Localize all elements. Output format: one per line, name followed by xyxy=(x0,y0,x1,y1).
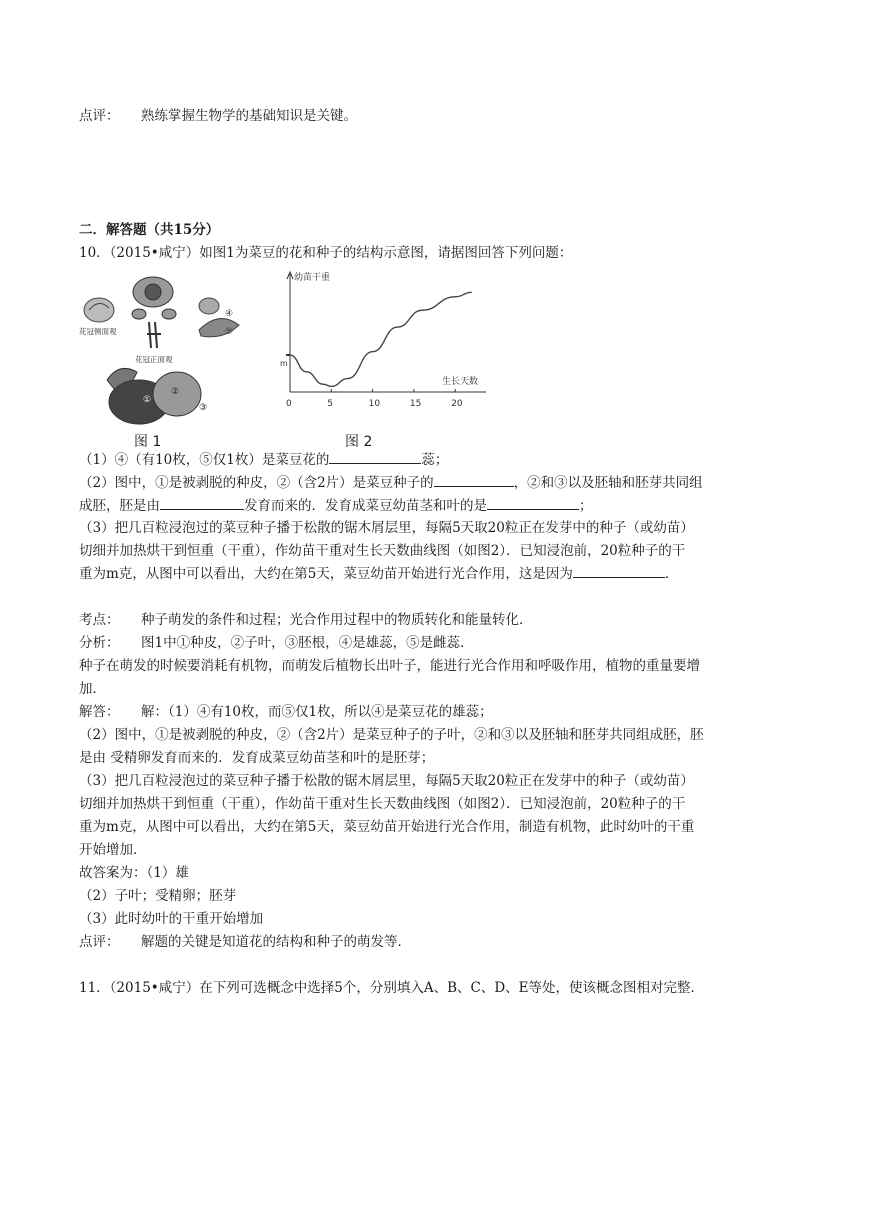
comment-text-2: 解题的关键是知道花的结构和种子的萌发等． xyxy=(141,934,411,950)
q10-p1-text: （1）④（有10枚，⑤仅1枚）是菜豆花的 xyxy=(79,452,330,468)
answer-blank-2[interactable] xyxy=(434,472,514,487)
jieda-text-1: 解：（1）④有10枚，而⑤仅1枚，所以④是菜豆花的雄蕊； xyxy=(141,704,493,720)
fig2-xlabel: 生长天数 xyxy=(442,377,479,387)
q10-part2-line1 xyxy=(79,471,703,495)
fig2-x-tick-label: 15 xyxy=(409,399,422,409)
fig1-label-5: ⑤ xyxy=(225,327,234,337)
fig2-curve xyxy=(290,292,472,386)
kaodian-line xyxy=(79,608,533,632)
fig1-label-3: ③ xyxy=(199,403,208,413)
fig1-label-1: ① xyxy=(143,395,152,405)
jieda-line2: （2）图中，①是被剥脱的种皮，②（含2片）是菜豆种子的子叶，②和③以及胚轴和胚芽共同组成胚，胚 xyxy=(79,727,704,743)
fig1-caption: 图 1 xyxy=(134,434,162,450)
q10-p2c: 成胚，胚是由 xyxy=(79,498,160,514)
fig1-label-front: 花冠正面观 xyxy=(135,355,173,364)
fig2-caption: 图 2 xyxy=(345,434,373,450)
fig2-x-tick-label: 10 xyxy=(368,399,381,409)
answer-blank-5[interactable] xyxy=(573,563,665,578)
q11-stem: 11．（2015•咸宁）在下列可选概念中选择5个，分别填入A、B、C、D、E等处，使该概念图相对完整． xyxy=(79,980,705,996)
answer-head: 故答案为：（1）雄 xyxy=(79,865,189,881)
q10-p1-tail: 蕊； xyxy=(421,452,449,468)
fenxi-line xyxy=(79,631,474,655)
answer-blank-1[interactable] xyxy=(329,449,421,464)
q10-part3-line1: （3）把几百粒浸泡过的菜豆种子播于松散的锯木屑层里，每隔5天取20粒正在发芽中的种子（或幼苗） xyxy=(79,520,694,536)
fig2-x-tick-label: 5 xyxy=(327,399,334,409)
comment-text: 熟练掌握生物学的基础知识是关键。 xyxy=(141,108,357,124)
answer-blank-3[interactable] xyxy=(160,495,244,510)
jieda-line3: 是由 受精卵发育而来的．发育成菜豆幼苗茎和叶的是胚芽； xyxy=(79,750,435,766)
q10-p3c: 重为m克，从图中可以看出，大约在第5天，菜豆幼苗开始进行光合作用，这是因为 xyxy=(79,566,573,582)
fenxi-line3: 加． xyxy=(79,681,106,697)
fig1-label-4: ④ xyxy=(225,309,234,319)
section-title: 二．解答题（共15分） xyxy=(79,222,220,238)
kaodian-tag: 考点： xyxy=(79,612,120,628)
comment-top xyxy=(79,104,357,128)
kaodian-text: 种子萌发的条件和过程；光合作用过程中的物质转化和能量转化． xyxy=(141,612,533,628)
jieda-line1 xyxy=(79,700,493,724)
q10-p2-text: （2）图中，①是被剥脱的种皮，②（含2片）是菜豆种子的 xyxy=(79,475,434,491)
fig2-ylabel: 幼苗干重 xyxy=(294,273,331,283)
q10-stem: 10．（2015•咸宁）如图1为菜豆的花和种子的结构示意图，请据图回答下列问题： xyxy=(79,245,573,261)
q10-part1 xyxy=(79,448,448,472)
jieda-line4: （3）把几百粒浸泡过的菜豆种子播于松散的锯木屑层里，每隔5天取20粒正在发芽中的种子（或幼苗） xyxy=(79,773,694,789)
jieda-line7: 开始增加． xyxy=(79,842,147,858)
fig2-x-tick-label: 20 xyxy=(451,399,463,409)
figure-2-chart xyxy=(276,270,506,430)
fenxi-line2: 种子在萌发的时候要消耗有机物，而萌发后植物长出叶子，能进行光合作用和呼吸作用，植物的重量要增 xyxy=(79,658,700,674)
q10-p2d: 发育而来的．发育成菜豆幼苗茎和叶的是 xyxy=(244,498,487,514)
fig1-label-side: 花冠侧面观 xyxy=(79,327,117,336)
answer-line2: （2）子叶；受精卵；胚芽 xyxy=(79,888,237,904)
jieda-line5: 切细并加热烘干到恒重（干重），作幼苗干重对生长天数曲线图（如图2）．已知浸泡前，20粒种子的干 xyxy=(79,796,686,812)
fig2-axes xyxy=(286,272,486,392)
fig1-label-2: ② xyxy=(171,387,180,397)
fig2-x-tick-label: 0 xyxy=(286,399,292,409)
jieda-tag: 解答： xyxy=(79,704,120,720)
q10-part3-line2: 切细并加热烘干到恒重（干重），作幼苗干重对生长天数曲线图（如图2）．已知浸泡前，20粒种子的干 xyxy=(79,543,686,559)
comment-tag-2: 点评： xyxy=(79,934,120,950)
q10-part3-line3 xyxy=(79,562,678,586)
figure-1-illustration xyxy=(79,270,244,425)
q10-p3d: ． xyxy=(664,566,679,582)
comment-tag: 点评： xyxy=(79,108,120,124)
fenxi-text: 图1中①种皮，②子叶，③胚根，④是雄蕊，⑤是雌蕊． xyxy=(141,635,474,651)
jieda-line6: 重为m克，从图中可以看出，大约在第5天，菜豆幼苗开始进行光合作用，制造有机物，此时幼叶的干重 xyxy=(79,819,695,835)
seed-drawing xyxy=(107,368,201,424)
q10-part2-line2 xyxy=(79,494,593,518)
comment-line xyxy=(79,930,411,954)
q10-p2-tail: ，②和③以及胚轴和胚芽共同组 xyxy=(513,475,703,491)
q10-p2e: ； xyxy=(579,498,593,514)
flower-side-view-drawing xyxy=(84,298,114,322)
answer-blank-4[interactable] xyxy=(487,495,579,510)
answer-line3: （3）此时幼叶的干重开始增加 xyxy=(79,911,264,927)
flower-front-view-drawing xyxy=(132,277,176,348)
fig2-m-label: m xyxy=(280,359,288,368)
fenxi-tag: 分析： xyxy=(79,635,120,651)
